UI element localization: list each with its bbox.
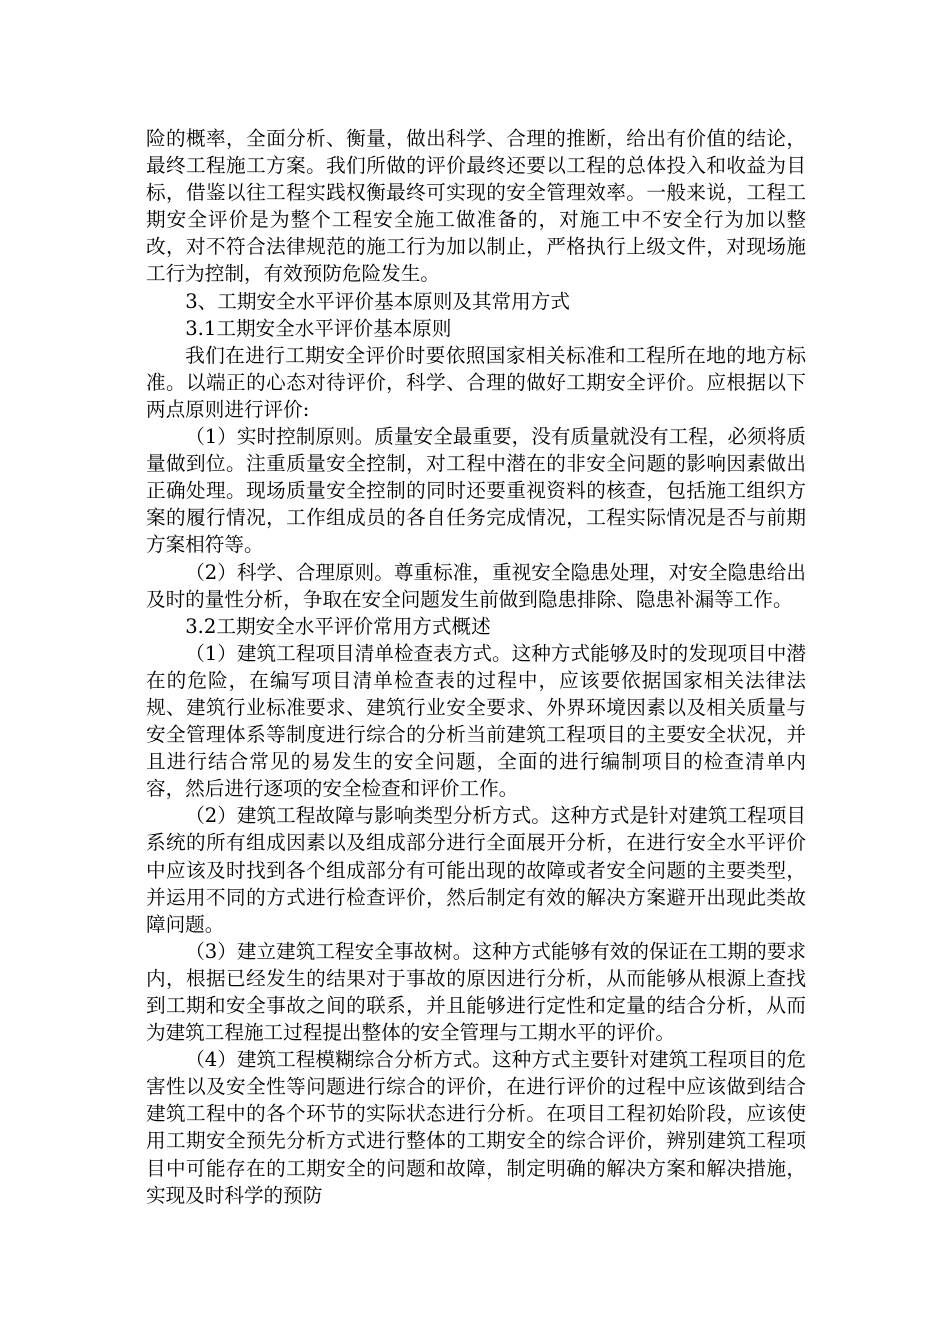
- paragraph-principle-1: （1）实时控制原则。质量安全最重要，没有质量就没有工程，必须将质量做到位。注重质量安全控制，对工程中潜在的非安全问题的影响因素做出正确处理。现场质量安全控制的同时还要重视资料的核查，包括施工组织方案的履行情况，工作组成员的各自任务完成情况，工程实际情况是否与前期方案相符等。: [146, 425, 806, 557]
- paragraph-continuation: 险的概率，全面分析、衡量，做出科学、合理的推断，给出有价值的结论，最终工程施工方案。我们所做的评价最终还要以工程的总体投入和收益为目标，借鉴以往工程实践权衡最终可实现的安全管理效率。一般来说，工程工期安全评价是为整个工程安全施工做准备的，对施工中不安全行为加以整改，对不符合法律规范的施工行为加以制止，严格执行上级文件，对现场施工行为控制，有效预防危险发生。: [146, 127, 806, 286]
- paragraph-principles-intro: 我们在进行工期安全评价时要依照国家相关标准和工程所在地的地方标准。以端正的心态对待评价，科学、合理的做好工期安全评价。应根据以下两点原则进行评价:: [146, 343, 806, 421]
- paragraph-principle-2: （2）科学、合理原则。尊重标准，重视安全隐患处理，对安全隐患给出及时的量性分析，争取在安全问题发生前做到隐患排除、隐患补漏等工作。: [146, 560, 806, 611]
- subsection-heading-3-1: 3.1工期安全水平评价基本原则: [185, 316, 452, 340]
- paragraph-method-1: （1）建筑工程项目清单检查表方式。这种方式能够及时的发现项目中潜在的危险，在编写项目清单检查表的过程中，应该要依据国家相关法律法规、建筑行业标准要求、建筑行业安全要求、外界环境因素以及相关质量与安全管理体系等制度进行综合的分析当前建筑工程项目的主要安全状况，并且进行结合常见的易发生的安全问题，全面的进行编制项目的检查清单内容，然后进行逐项的安全检查和评价工作。: [146, 641, 806, 801]
- paragraph-method-3: （3）建立建筑工程安全事故树。这种方式能够有效的保证在工期的要求内，根据已经发生的结果对于事故的原因进行分析，从而能够从根源上查找到工期和安全事故之间的联系，并且能够进行定性和定量的结合分析，从而为建筑工程施工过程提出整体的安全管理与工期水平的评价。: [146, 939, 806, 1045]
- paragraph-method-4: （4）建筑工程模糊综合分析方式。这种方式主要针对建筑工程项目的危害性以及安全性等问题进行综合的评价，在进行评价的过程中应该做到结合建筑工程中的各个环节的实际状态进行分析。在项目工程初始阶段，应该使用工期安全预先分析方式进行整体的工期安全的综合评价，辨别建筑工程项目中可能存在的工期安全的问题和故障，制定明确的解决方案和解决措施，实现及时科学的预防: [146, 1048, 806, 1207]
- section-heading-3: 3、工期安全水平评价基本原则及其常用方式: [185, 289, 570, 313]
- document-page: [146, 125, 806, 1209]
- subsection-heading-3-2: 3.2工期安全水平评价常用方式概述: [185, 614, 491, 638]
- paragraph-method-2: （2）建筑工程故障与影响类型分析方式。这种方式是针对建筑工程项目系统的所有组成因素以及组成部分进行全面展开分析，在进行安全水平评价中应该及时找到各个组成部分有可能出现的故障或者安全问题的主要类型，并运用不同的方式进行检查评价，然后制定有效的解决方案避开出现此类故障问题。: [146, 804, 806, 936]
